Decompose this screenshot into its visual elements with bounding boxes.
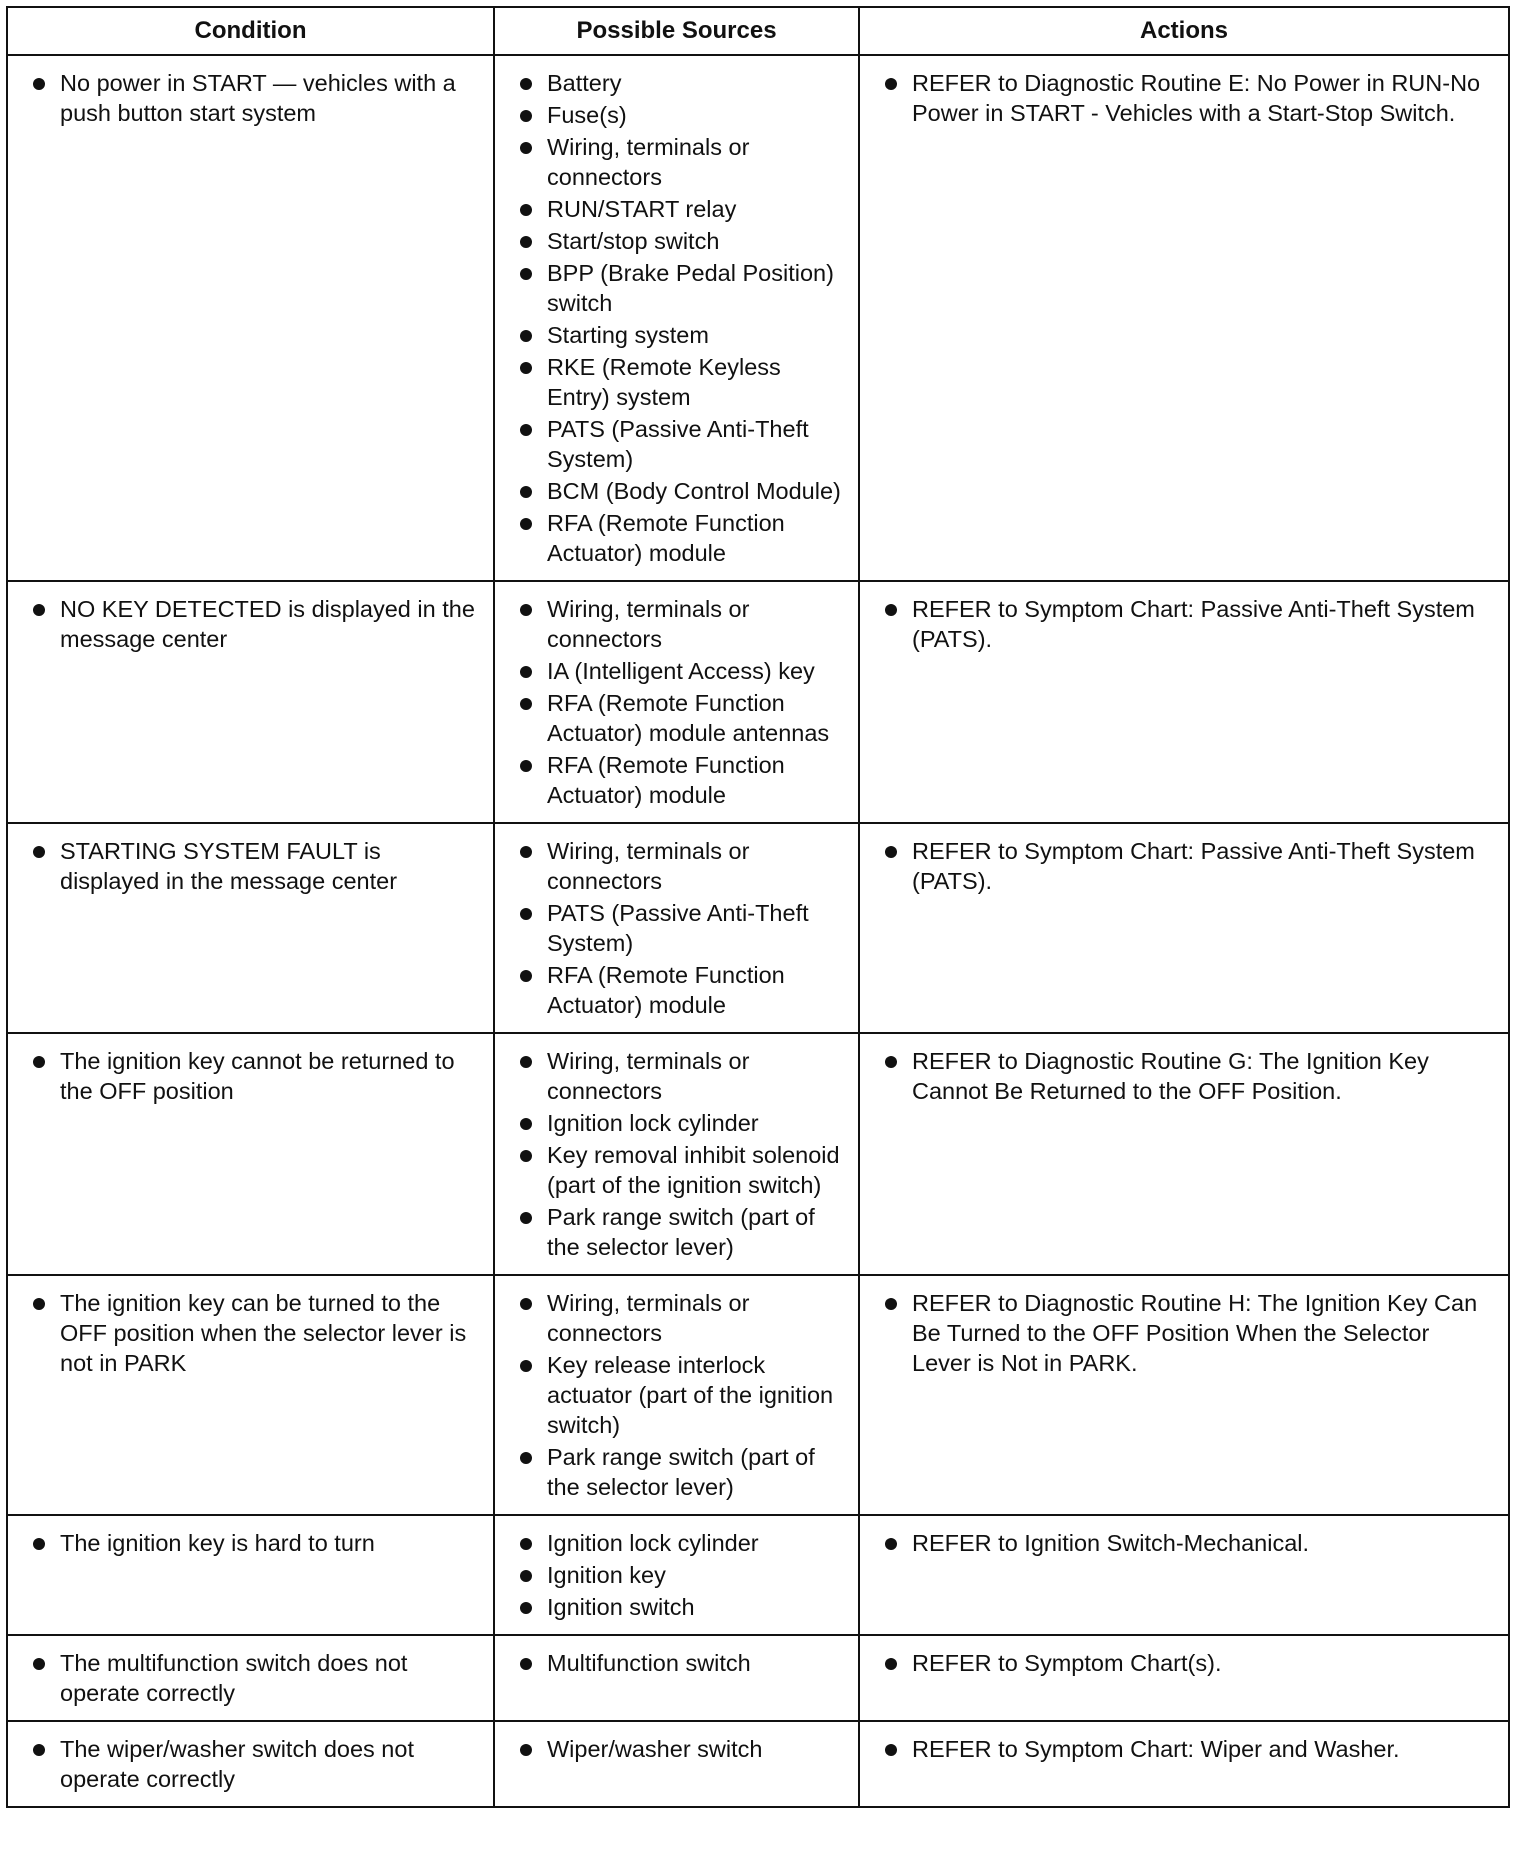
condition-text: The ignition key is hard to turn (22, 1528, 479, 1558)
source-item: BCM (Body Control Module) (509, 476, 844, 506)
header-possible-sources: Possible Sources (494, 7, 859, 55)
source-item: Wiring, terminals or connectors (509, 1046, 844, 1106)
table-row (7, 1721, 1509, 1807)
condition-text: No power in START — vehicles with a push button start system (22, 68, 479, 128)
condition-cell-list (22, 1648, 479, 1708)
action-cell-list (874, 1046, 1494, 1106)
condition-cell-list (22, 1046, 479, 1106)
source-item: Starting system (509, 320, 844, 350)
sources-cell-list (509, 1528, 844, 1622)
source-item: Park range switch (part of the selector lever) (509, 1202, 844, 1262)
source-item: RFA (Remote Function Actuator) module (509, 508, 844, 568)
condition-text: NO KEY DETECTED is displayed in the message center (22, 594, 479, 654)
header-actions: Actions (859, 7, 1509, 55)
condition-cell-list (22, 836, 479, 896)
diagnostic-table (6, 6, 1510, 1808)
condition-cell-list (22, 1528, 479, 1558)
action-cell (859, 1515, 1509, 1635)
sources-cell (494, 1635, 859, 1721)
sources-cell-list (509, 1288, 844, 1502)
action-cell-list (874, 836, 1494, 896)
sources-cell (494, 581, 859, 823)
action-cell-list (874, 1648, 1494, 1678)
action-text: REFER to Diagnostic Routine G: The Ignition Key Cannot Be Returned to the OFF Position. (874, 1046, 1494, 1106)
condition-cell-list (22, 68, 479, 128)
table-row (7, 1635, 1509, 1721)
condition-text: STARTING SYSTEM FAULT is displayed in the message center (22, 836, 479, 896)
action-cell (859, 823, 1509, 1033)
condition-cell-list (22, 1288, 479, 1378)
table-row (7, 1275, 1509, 1515)
source-item: Key removal inhibit solenoid (part of the ignition switch) (509, 1140, 844, 1200)
source-item: Wiring, terminals or connectors (509, 836, 844, 896)
action-cell (859, 1033, 1509, 1275)
source-item: Wiring, terminals or connectors (509, 132, 844, 192)
action-text: REFER to Symptom Chart: Passive Anti-Theft System (PATS). (874, 594, 1494, 654)
table-row (7, 1515, 1509, 1635)
source-item: BPP (Brake Pedal Position) switch (509, 258, 844, 318)
source-item: PATS (Passive Anti-Theft System) (509, 898, 844, 958)
action-cell-list (874, 68, 1494, 128)
action-cell-list (874, 594, 1494, 654)
table-row (7, 55, 1509, 581)
action-cell-list (874, 1734, 1494, 1764)
action-cell-list (874, 1288, 1494, 1378)
source-item: RFA (Remote Function Actuator) module (509, 750, 844, 810)
source-item: Ignition lock cylinder (509, 1528, 844, 1558)
condition-cell (7, 1515, 494, 1635)
action-cell (859, 1635, 1509, 1721)
condition-cell (7, 55, 494, 581)
source-item: RKE (Remote Keyless Entry) system (509, 352, 844, 412)
action-cell-list (874, 1528, 1494, 1558)
condition-cell (7, 1635, 494, 1721)
table-body (7, 55, 1509, 1807)
source-item: IA (Intelligent Access) key (509, 656, 844, 686)
source-item: Park range switch (part of the selector lever) (509, 1442, 844, 1502)
source-item: PATS (Passive Anti-Theft System) (509, 414, 844, 474)
source-item: Key release interlock actuator (part of the ignition switch) (509, 1350, 844, 1440)
sources-cell-list (509, 1046, 844, 1262)
condition-text: The ignition key cannot be returned to the OFF position (22, 1046, 479, 1106)
condition-cell (7, 581, 494, 823)
condition-text: The ignition key can be turned to the OFF position when the selector lever is not in PARK (22, 1288, 479, 1378)
sources-cell-list (509, 1648, 844, 1678)
sources-cell-list (509, 836, 844, 1020)
source-item: RFA (Remote Function Actuator) module (509, 960, 844, 1020)
sources-cell (494, 823, 859, 1033)
sources-cell-list (509, 594, 844, 810)
condition-cell-list (22, 594, 479, 654)
action-cell (859, 1721, 1509, 1807)
sources-cell (494, 1275, 859, 1515)
action-cell (859, 581, 1509, 823)
condition-text: The multifunction switch does not operate correctly (22, 1648, 479, 1708)
source-item: Ignition switch (509, 1592, 844, 1622)
source-item: Battery (509, 68, 844, 98)
condition-text: The wiper/washer switch does not operate correctly (22, 1734, 479, 1794)
action-text: REFER to Symptom Chart: Wiper and Washer. (874, 1734, 1494, 1764)
condition-cell (7, 1721, 494, 1807)
action-text: REFER to Ignition Switch-Mechanical. (874, 1528, 1494, 1558)
source-item: Multifunction switch (509, 1648, 844, 1678)
sources-cell (494, 1721, 859, 1807)
source-item: Wiper/washer switch (509, 1734, 844, 1764)
source-item: RUN/START relay (509, 194, 844, 224)
source-item: Wiring, terminals or connectors (509, 594, 844, 654)
header-condition: Condition (7, 7, 494, 55)
action-text: REFER to Diagnostic Routine H: The Ignition Key Can Be Turned to the OFF Position When the Selector Lever is Not in PARK. (874, 1288, 1494, 1378)
action-text: REFER to Symptom Chart: Passive Anti-Theft System (PATS). (874, 836, 1494, 896)
source-item: Wiring, terminals or connectors (509, 1288, 844, 1348)
action-text: REFER to Diagnostic Routine E: No Power in RUN-No Power in START - Vehicles with a Start-Stop Switch. (874, 68, 1494, 128)
condition-cell (7, 1033, 494, 1275)
sources-cell (494, 1033, 859, 1275)
action-text: REFER to Symptom Chart(s). (874, 1648, 1494, 1678)
action-cell (859, 1275, 1509, 1515)
table-row (7, 1033, 1509, 1275)
source-item: RFA (Remote Function Actuator) module antennas (509, 688, 844, 748)
source-item: Start/stop switch (509, 226, 844, 256)
source-item: Ignition lock cylinder (509, 1108, 844, 1138)
sources-cell-list (509, 1734, 844, 1764)
condition-cell (7, 823, 494, 1033)
condition-cell-list (22, 1734, 479, 1794)
sources-cell-list (509, 68, 844, 568)
source-item: Fuse(s) (509, 100, 844, 130)
table-row (7, 823, 1509, 1033)
sources-cell (494, 55, 859, 581)
header-row (7, 7, 1509, 55)
action-cell (859, 55, 1509, 581)
condition-cell (7, 1275, 494, 1515)
table-row (7, 581, 1509, 823)
source-item: Ignition key (509, 1560, 844, 1590)
sources-cell (494, 1515, 859, 1635)
